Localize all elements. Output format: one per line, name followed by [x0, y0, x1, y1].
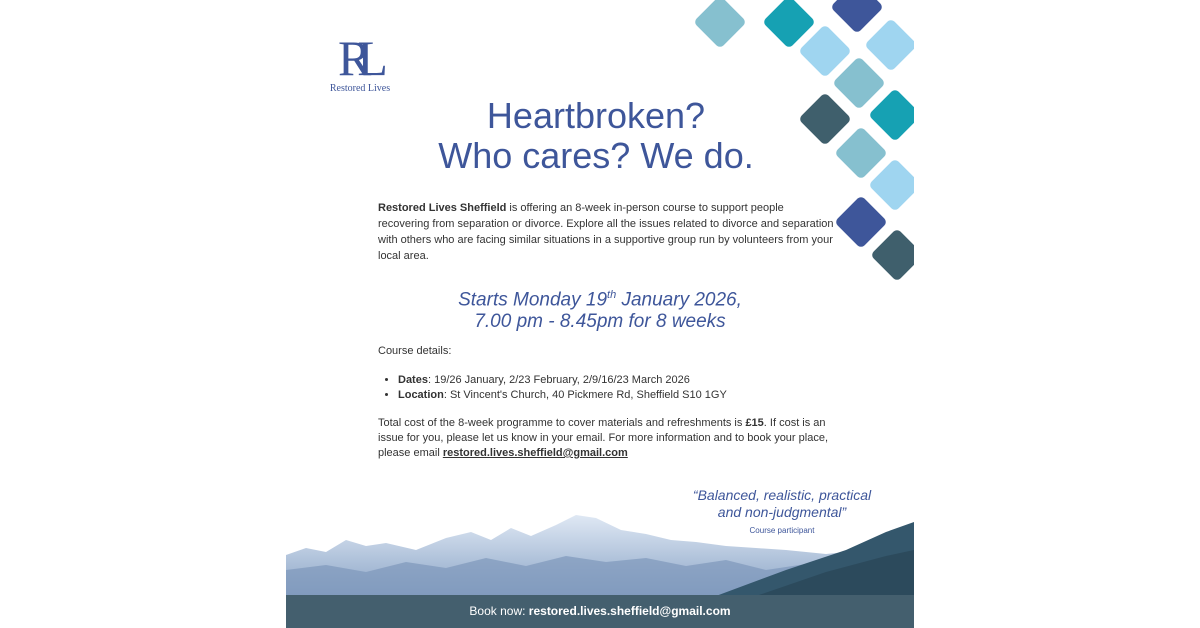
start-date-prefix: Starts Monday 19: [458, 289, 608, 311]
start-date-line2: 7.00 pm - 8.45pm for 8 weeks: [474, 311, 726, 333]
headline-line2: Who cares? We do.: [438, 135, 754, 176]
footer-bar: [286, 595, 914, 628]
diamond-shape: [834, 195, 888, 249]
intro-paragraph: [378, 200, 838, 264]
quote-line1: “Balanced, realistic, practical: [692, 487, 872, 503]
start-date-sup: th: [607, 289, 617, 301]
cost-paragraph: [378, 416, 848, 461]
cost-text2: . If cost is an issue for you, please let us know in your email. For more information and to book your place, please email: [378, 417, 829, 459]
cost-text1: Total cost of the 8-week programme to cover materials and refreshments is: [378, 417, 746, 429]
footer-prefix: Book now:: [469, 604, 529, 618]
location-value: : St Vincent's Church, 40 Pickmere Rd, Sheffield S10 1GY: [443, 389, 727, 401]
cost-amount: £15: [745, 417, 764, 429]
diamond-shape: [832, 56, 886, 110]
diamond-shape: [830, 0, 884, 34]
start-date-suffix: January 2026,: [616, 289, 742, 311]
details-title: Course details:: [378, 345, 452, 357]
list-item-dates: [398, 373, 858, 388]
logo-mark: RL: [338, 30, 374, 86]
quote-line2: and non-judgmental”: [717, 504, 847, 520]
org-name: Restored Lives Sheffield: [378, 202, 507, 214]
footer-email[interactable]: restored.lives.sheffield@gmail.com: [528, 604, 731, 618]
dates-label: Dates: [398, 374, 428, 386]
details-list: [378, 373, 858, 403]
diamond-shape: [868, 158, 914, 212]
quote-attribution: Course participant: [749, 526, 815, 535]
headline-line1: Heartbroken?: [486, 95, 706, 136]
start-date-line1: [378, 284, 822, 311]
logo: [320, 30, 400, 94]
intro-text: is offering an 8-week in-person course to support people recovering from separation or divorce. Explore all the issues related to divorce and separation with others who are facing similar situations in a supportive group run by volunteers from your local area.: [378, 202, 834, 262]
email-link[interactable]: restored.lives.sheffield@gmail.com: [442, 447, 628, 459]
diamond-shape: [693, 0, 747, 49]
start-date: [378, 284, 822, 333]
diamond-shape: [870, 228, 914, 282]
diamond-shape: [864, 18, 914, 72]
list-item-location: [398, 388, 858, 403]
headline: [376, 96, 816, 176]
diamond-shape: [868, 88, 914, 142]
location-label: Location: [398, 389, 444, 401]
logo-text: Restored Lives: [329, 83, 391, 94]
flyer: [286, 0, 914, 628]
dates-value: : 19/26 January, 2/23 February, 2/9/16/23 March 2026: [427, 374, 690, 386]
mountain-image: [286, 510, 914, 596]
